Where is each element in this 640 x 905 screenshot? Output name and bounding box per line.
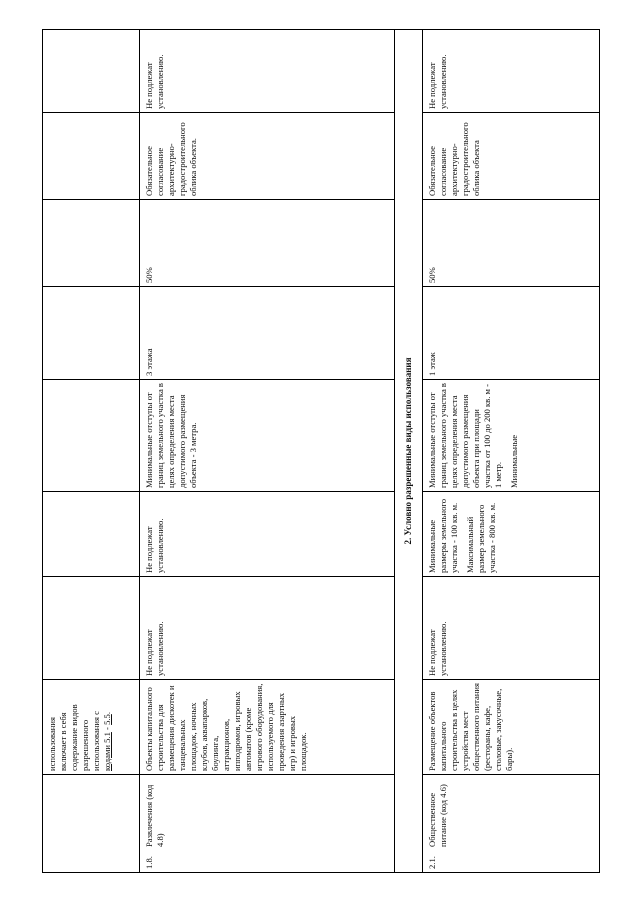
cell-number-name	[423, 775, 600, 873]
size-min: Минимальные размеры земельного участка - 100 кв. м.	[427, 498, 459, 573]
zoning-table	[42, 29, 600, 873]
table-row	[423, 30, 600, 873]
cell-empty	[43, 775, 140, 873]
cell-setback	[423, 380, 600, 492]
cell-empty	[43, 30, 140, 113]
row-number: 2.1.	[427, 856, 437, 869]
cell-size-limit: Не подлежат установлению.	[140, 492, 395, 577]
rotated-table-wrapper	[42, 30, 599, 873]
cell-empty	[43, 113, 140, 200]
cell-floors: 3 этажа	[140, 287, 395, 380]
cell-floors: 1 этаж	[423, 287, 600, 380]
cell-empty	[43, 577, 140, 680]
cell-size-limit	[423, 492, 600, 577]
setback-text: Минимальные отступы от границ земельного участка в целях определения места допустимого размещения объекта при площади участка от 100 до 200 кв. м - 1 метр.	[427, 383, 503, 488]
cell-number-name	[140, 775, 395, 873]
cell-empty	[43, 380, 140, 492]
table-row	[43, 30, 140, 873]
cell-empty	[43, 287, 140, 380]
cell-other: Не подлежат установлению.	[423, 30, 600, 113]
cell-coverage: 50%	[140, 200, 395, 287]
cell-desc: Объекты капитального строительства для размещения дискотек и танцевальных площадок, ночных клубов, аквапарков, боулинга, аттракционов, ипподромов, игровых автоматов (кроме игрового оборудования, используемого для проведения азартных игр) и игровых площадок.	[140, 680, 395, 775]
cell-area-limit: Не подлежат установлению.	[140, 577, 395, 680]
cell-coverage: 50%	[423, 200, 600, 287]
cell-empty	[43, 200, 140, 287]
cell-empty	[43, 492, 140, 577]
cell-other: Не подлежат установлению.	[140, 30, 395, 113]
row-name: Развлечения (код 4.8)	[144, 784, 165, 847]
row-number: 1.8.	[144, 856, 154, 869]
cell-desc: использования включает в себя содержание видов разрешенного использования с кодами 5.1 - 5.5.	[43, 680, 140, 775]
row-name: Общественное питание (код 4.6)	[427, 784, 448, 847]
cell-desc: Размещение объектов капитального строительства в целях устройства мест общественного питания (рестораны, кафе, столовые, закусочные, бары).	[423, 680, 600, 775]
section-row	[395, 30, 423, 873]
cell-area-limit: Не подлежат установлению.	[423, 577, 600, 680]
setback-more: Минимальные	[509, 434, 519, 488]
size-max: Максимальный размер земельного участка - 800 кв. м.	[465, 502, 497, 573]
table-row	[140, 30, 395, 873]
cell-architecture: Обязательное согласование архитектурно-градостроительного облика объекта.	[140, 113, 395, 200]
cell-setback: Минимальные отступы от границ земельного участка в целях определения места допустимого размещения объекта - 3 метра.	[140, 380, 395, 492]
cell-architecture: Обязательное согласование архитектурно-градостроительного облика объекта	[423, 113, 600, 200]
section-heading: 2. Условно разрешенные виды использования	[395, 30, 423, 873]
